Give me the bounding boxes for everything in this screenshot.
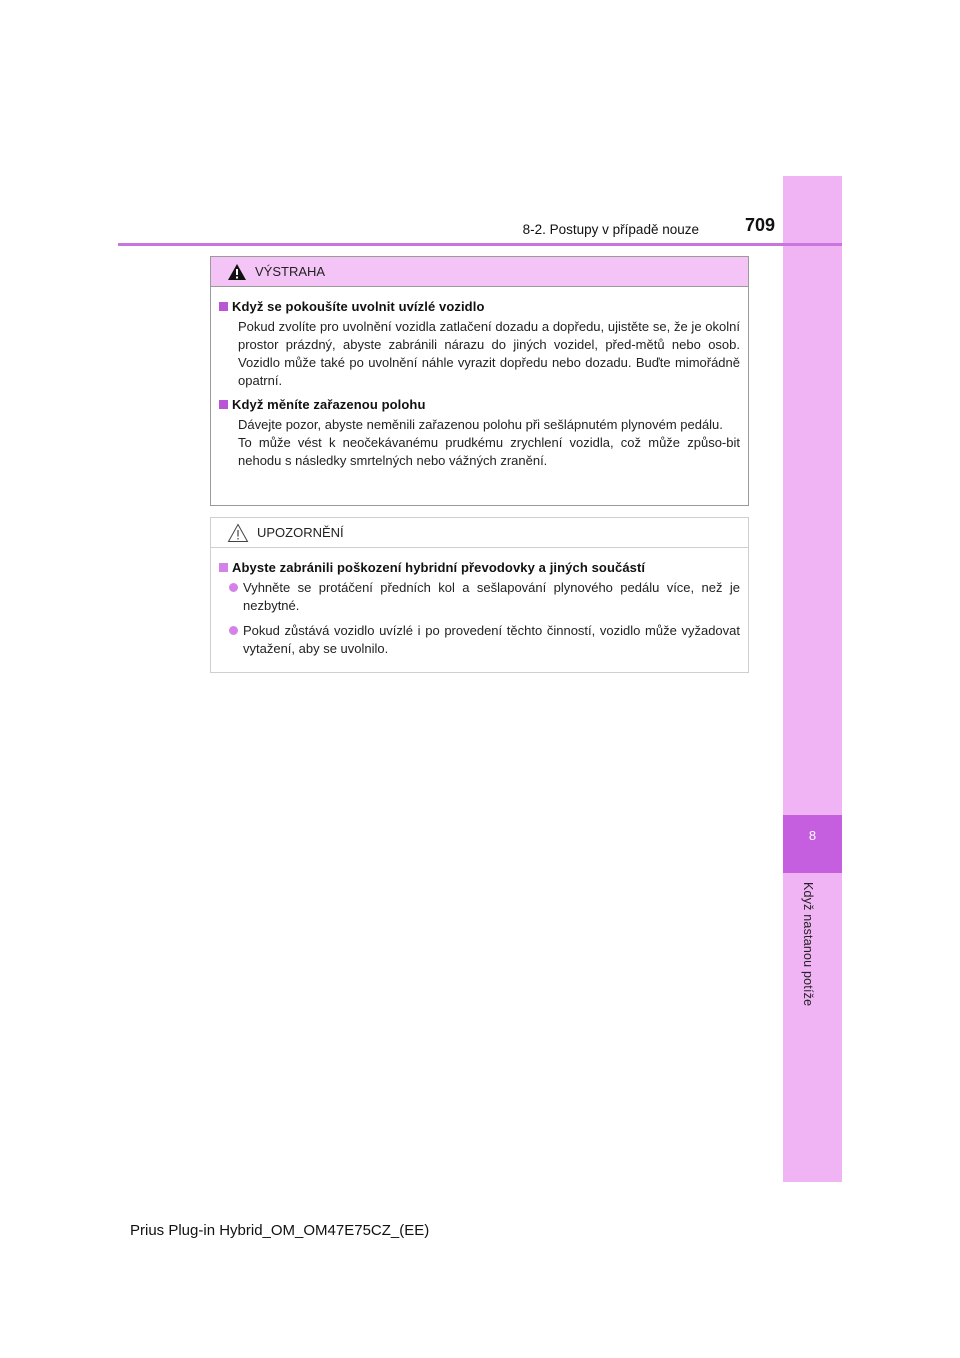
round-bullet-icon — [229, 626, 238, 635]
warning-item-heading: Když měníte zařazenou polohu — [219, 397, 740, 412]
square-bullet-icon — [219, 400, 228, 409]
warning-item-text: To může vést k neočekávanému prudkému zrychlení vozidla, což může způso-bit nehodu s následky smrtelných nebo vážných zranění. — [238, 435, 740, 468]
caution-box-body — [211, 548, 748, 658]
list-item: Pokud zůstává vozidlo uvízlé i po provedení těchto činností, vozidlo může vyžadovat vytažení, aby se uvolnilo. — [229, 622, 740, 658]
warning-triangle-icon — [227, 263, 247, 281]
warning-box — [210, 256, 749, 506]
header-rule — [118, 243, 842, 246]
warning-item-text: Dávejte pozor, abyste neměnili zařazenou polohu při sešlápnutém plynovém pedálu. — [238, 417, 723, 432]
square-bullet-icon — [219, 302, 228, 311]
manual-id: Prius Plug-in Hybrid_OM_OM47E75CZ_(EE) — [130, 1222, 430, 1239]
warning-item-text: Pokud zvolíte pro uvolnění vozidla zatlačení dozadu a dopředu, ujistěte se, že je okolní prostor prázdný, abyste zabránili nárazu do jiných vozidel, před-mětů nebo osob. Vozidlo může také po uvolnění náhle vyrazit dopředu nebo dozadu. Buďte mimořádně opatrní. — [238, 319, 740, 388]
section-title: 8-2. Postupy v případě nouze — [522, 222, 699, 237]
chapter-title: Když nastanou potíže — [801, 882, 815, 1007]
warning-box-body — [211, 287, 748, 470]
chapter-number: 8 — [808, 828, 817, 843]
caution-box-header — [211, 518, 748, 548]
caution-triangle-icon — [227, 523, 249, 543]
warning-box-title: VÝSTRAHA — [255, 264, 326, 279]
warning-box-header — [211, 257, 748, 287]
square-bullet-icon — [219, 563, 228, 572]
list-item: Vyhněte se protáčení předních kol a sešlapování plynového pedálu více, než je nezbytné. — [229, 579, 740, 615]
caution-item-heading: Abyste zabránili poškození hybridní převodovky a jiných součástí — [219, 560, 740, 575]
caution-box-title: UPOZORNĚNÍ — [257, 525, 344, 540]
page-number: 709 — [744, 215, 775, 235]
round-bullet-icon — [229, 583, 238, 592]
chapter-side-tab — [783, 176, 842, 1182]
warning-item-heading: Když se pokoušíte uvolnit uvízlé vozidlo — [219, 299, 740, 314]
caution-box — [210, 517, 749, 673]
chapter-number-tab — [783, 815, 842, 873]
